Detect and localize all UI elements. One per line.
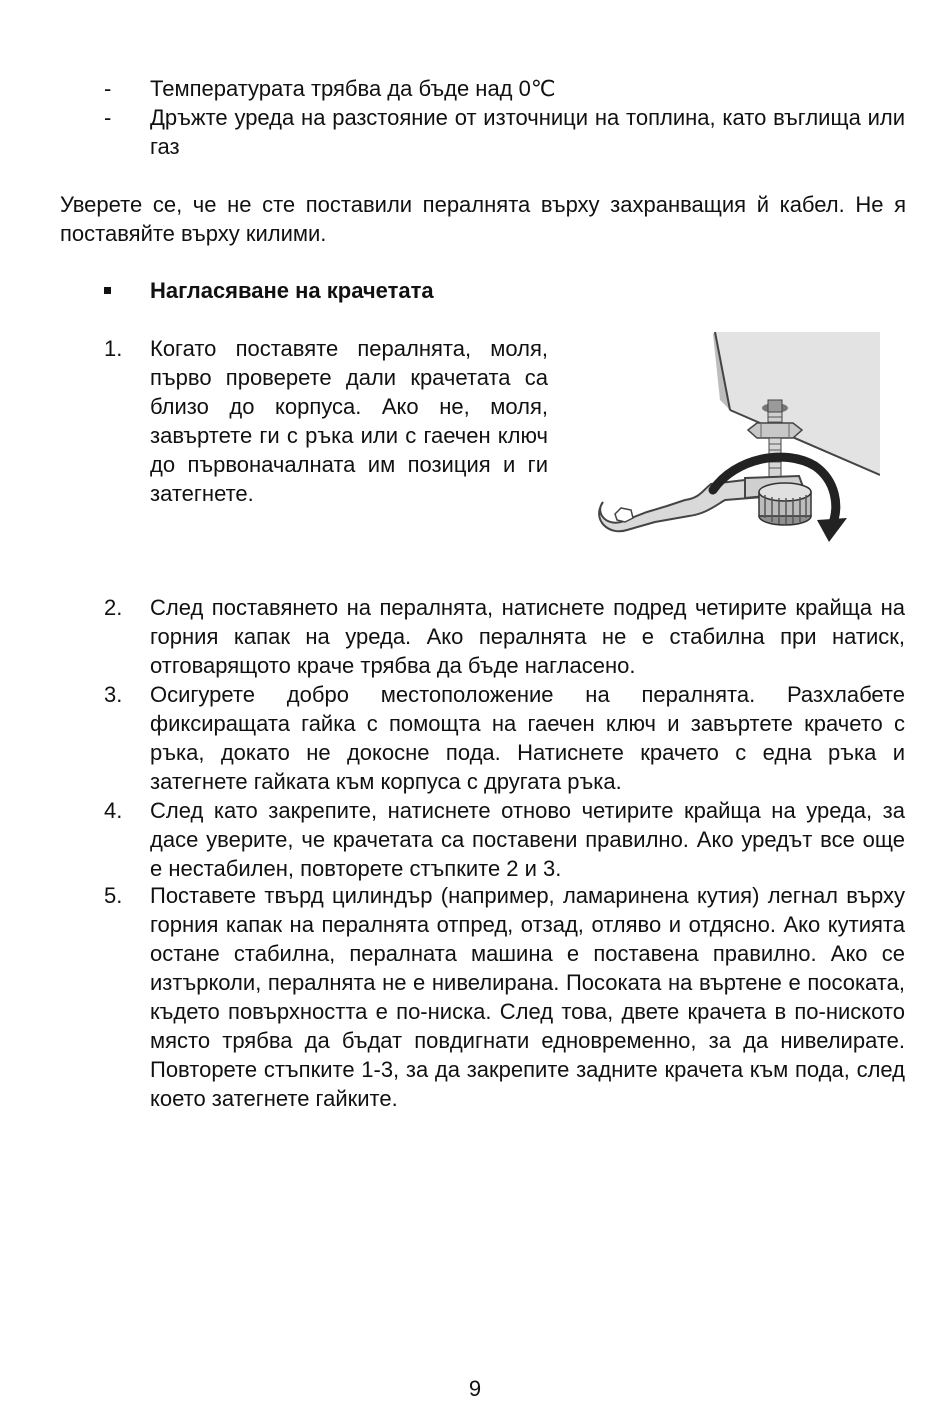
cable-carpet-paragraph: Уверете се, че не сте поставили пералнята върху захранващия й кабел. Не я поставяйте върху килими. bbox=[60, 192, 906, 246]
step-text: Поставете твърд цилиндър (например, ламаринена кутия) легнал върху горния капак на пералнята отпред, отзад, отляво и отдясно. Ако кутията остане стабилна, пералната машина е поставена правилно. Ако се изтърколи, пералнята не е нивелирана. Посоката на въртене е посоката, където повърхността е по-ниска. След това, двете крачета в по-ниското място трябва да бъдат повдигнати едновременно, за да нивелирате. Повторете стъпките 1-3, за да закрепите задните крачета към пода, след което затегнете гайките. bbox=[150, 883, 905, 1111]
step-number: 4. bbox=[104, 798, 123, 823]
section-heading-label: Нагласяване на крачетата bbox=[150, 278, 434, 303]
page-number: 9 bbox=[468, 1376, 482, 1401]
dash-mark: - bbox=[104, 105, 112, 130]
step-text: След поставянето на пералнята, натиснете подред четирите крайща на горния капак на уреда. Ако пералнята не е стабилна при натиск, отговарящото краче трябва да бъде нагласено. bbox=[150, 595, 905, 678]
dash-item-text: Температурата трябва да бъде над 0℃ bbox=[150, 76, 556, 101]
step-number: 5. bbox=[104, 883, 123, 908]
dash-item-text: Дръжте уреда на разстояние от източници на топлина, като въглища или газ bbox=[150, 105, 905, 159]
step-number: 2. bbox=[104, 595, 123, 620]
dash-mark: - bbox=[104, 76, 112, 101]
wrench-adjusting-foot-icon bbox=[585, 330, 880, 545]
step-text: Осигурете добро местоположение на пералнята. Разхлабете фиксиращата гайка с помощта на гаечен ключ и завъртете крачето с ръка, докато не докосне пода. Натиснете крачето с една ръка и затегнете гайката към корпуса с другата ръка. bbox=[150, 682, 905, 794]
step-text: Когато поставяте пералнята, моля, първо проверете дали крачетата са близо до корпуса. Ако не, моля, завъртете ги с ръка или с гаечен ключ до първоначалната им позиция и ги затегнете. bbox=[150, 336, 548, 506]
step-number: 1. bbox=[104, 336, 123, 361]
square-bullet-icon bbox=[104, 287, 111, 294]
step-number: 3. bbox=[104, 682, 123, 707]
step-text: След като закрепите, натиснете отново четирите крайща на уреда, за дасе уверите, че крачетата са поставени правилно. Ако уредът все още е нестабилен, повторете стъпките 2 и 3. bbox=[150, 798, 905, 881]
